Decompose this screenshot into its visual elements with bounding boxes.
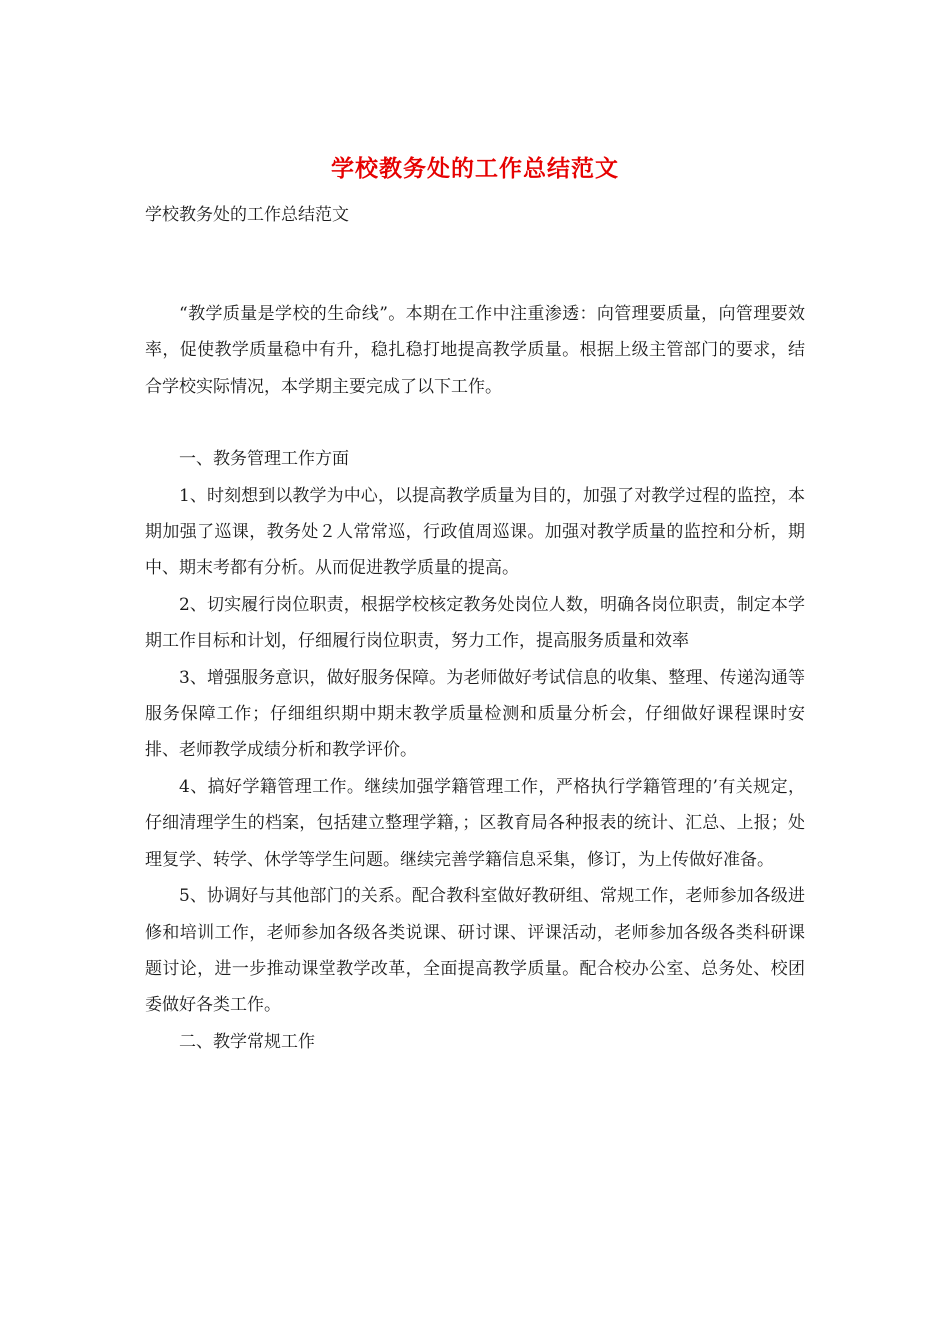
body-paragraph: 5、协调好与其他部门的关系。配合教科室做好教研组、常规工作，老师参加各级进修和培训工作，老师参加各级各类说课、研讨课、评课活动，老师参加各级各类科研课题讨论，进一步推动课堂教学改革，全面提高教学质量。配合校办公室、总务处、校团委做好各类工作。 [145, 886, 805, 1016]
body-paragraph: 2、切实履行岗位职责，根据学校核定教务处岗位人数，明确各岗位职责，制定本学期工作目标和计划，仔细履行岗位职责，努力工作，提高服务质量和效率 [145, 594, 805, 652]
intro-paragraph: “教学质量是学校的生命线”。本期在工作中注重渗透：向管理要质量，向管理要效率，促使教学质量稳中有升，稳扎稳打地提高教学质量。根据上级主管部门的要求，结合学校实际情况，本学期主要完成了以下工作。 [145, 304, 805, 397]
body-paragraph: 1、时刻想到以教学为中心，以提高教学质量为目的，加强了对教学过程的监控，本期加强了巡课，教务处２人常常巡，行政值周巡课。加强对教学质量的监控和分析，期中、期末考都有分析。从而促进教学质量的提高。 [145, 485, 805, 579]
document-body [145, 296, 805, 1060]
body-paragraph: 3、增强服务意识，做好服务保障。为老师做好考试信息的收集、整理、传递沟通等服务保障工作；仔细组织期中期末教学质量检测和质量分析会，仔细做好课程课时安排、老师教学成绩分析和教学评价。 [145, 667, 805, 761]
section-heading-2: 二、教学常规工作 [179, 1031, 315, 1052]
body-paragraph: 4、搞好学籍管理工作。继续加强学籍管理工作，严格执行学籍管理的’有关规定，仔细清理学生的档案，包括建立整理学籍，；区教育局各种报表的统计、汇总、上报；处理复学、转学、休学等学生问题。继续完善学籍信息采集，修订，为上传做好准备。 [145, 776, 805, 870]
document-subtitle: 学校教务处的工作总结范文 [145, 205, 349, 225]
document-title: 学校教务处的工作总结范文 [331, 155, 619, 182]
section-heading-1: 一、教务管理工作方面 [179, 449, 349, 470]
